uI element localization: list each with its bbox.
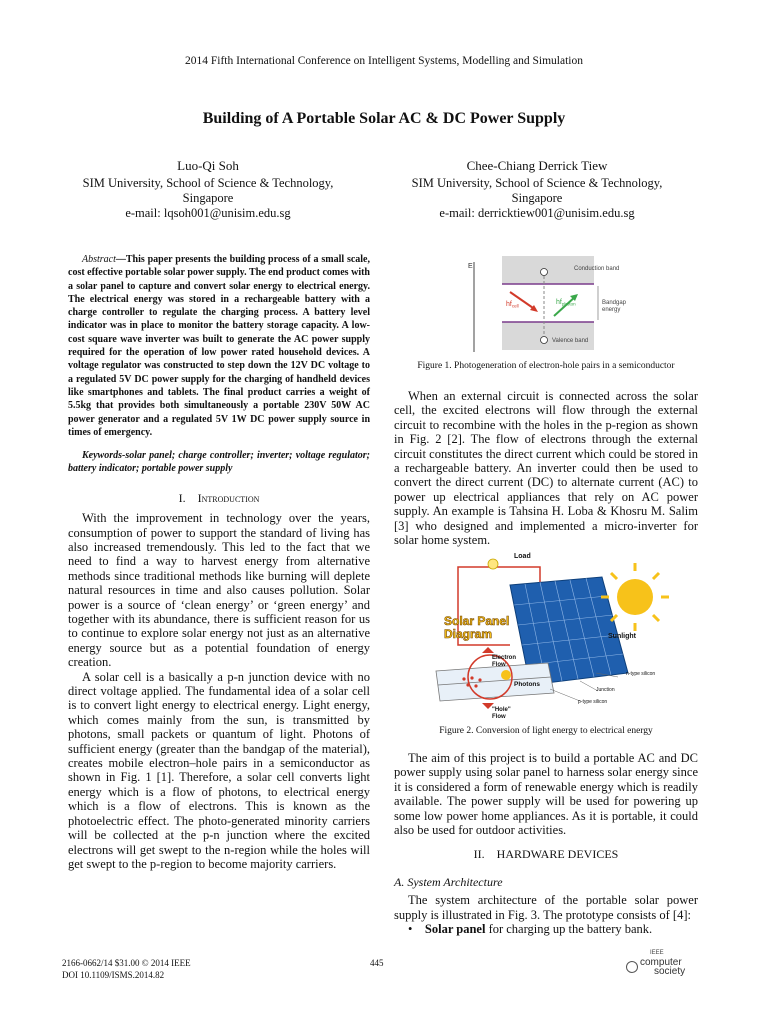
paper-title: Building of A Portable Solar AC & DC Power Supply [202, 110, 566, 127]
bullet-text: for charging up the battery bank. [485, 922, 653, 937]
axis-label: E [468, 263, 473, 270]
intro-paragraph-1: With the improvement in technology over the years, consumption of power to support the standard of living has also increased tremendously. This led to the fact that we need to find a way to harvest energy from alternative methods since traditional methods like burning will deplete natural resources in time and also causes pollution. Solar power is a source of ‘clean energy’ or ‘green energy’ and together with its abundance, there is sufficient reason for us to continue to explore solar energy not just as an alternative energy source but as a potential foundation of energy creation. [68, 511, 370, 670]
photons-label: Photons [514, 681, 540, 688]
author-name: Luo-Qi Soh [177, 158, 239, 173]
paragraph-aim: The aim of this project is to build a portable AC and DC power supply using solar panel to harness solar energy since it is considered a form of renewable energy which is readily available. The power supply will be used for powering up some low power home appliances. As it is portable, it could also be used for outdoor activities. [394, 751, 698, 838]
valence-band [502, 322, 594, 350]
subsection-system-architecture: A. System Architecture [394, 874, 503, 889]
conference-header: 2014 Fifth International Conference on Intelligent Systems, Modelling and Simulation [185, 55, 583, 67]
solar-panel-diagram-label [444, 615, 509, 641]
load-label: Load [514, 553, 531, 560]
abstract [68, 253, 370, 439]
keywords-label: Keywords [82, 450, 122, 462]
section-heading-hardware [394, 847, 698, 861]
keywords-text: -solar panel; charge controller; inverter; voltage regulator; battery indicator; portable power supply [68, 450, 370, 475]
figure-1 [462, 252, 632, 356]
conduction-band-label: Conduction band [574, 266, 620, 272]
junction-label: Junction [596, 687, 615, 693]
author-country: Singapore [511, 191, 563, 205]
abstract-label: Abstract [82, 254, 116, 265]
figure-1-caption: Figure 1. Photogeneration of electron-hole pairs in a semiconductor [417, 361, 675, 371]
left-column [68, 253, 370, 871]
diagram-label-line-2: Diagram [444, 627, 493, 641]
bullet-solar-panel [394, 922, 698, 936]
valence-band-label: Valence band [552, 338, 589, 344]
sun-icon [601, 563, 669, 631]
electron-flow-arrow [482, 647, 494, 653]
section-heading-introduction [68, 491, 370, 505]
hole-flow-label: "Hole" Flow [492, 707, 511, 720]
author-affiliation: SIM University, School of Science & Technology, [82, 176, 334, 190]
bandgap-label: Bandgap energy [602, 300, 627, 313]
bullet-bold: Solar panel [424, 922, 486, 937]
author-name: Chee-Chiang Derrick Tiew [466, 158, 608, 173]
footer-issn: 2166-0662/14 $31.00 © 2014 IEEE [62, 958, 191, 968]
section-number: I. [178, 490, 186, 505]
figure-2 [430, 553, 670, 723]
section-title: Introduction [197, 490, 260, 505]
ieee-computer-society-logo: IEEE computer society [626, 950, 696, 982]
electron-flow-label: Electron Flow [492, 655, 517, 668]
globe-icon [626, 961, 638, 973]
hole [541, 337, 548, 344]
sunlight-label: Sunlight [608, 633, 636, 640]
author-affiliation: SIM University, School of Science & Technology, [411, 176, 663, 190]
n-type-label: n-type silicon [626, 671, 656, 677]
author-block-2 [387, 158, 687, 221]
section-title: HARDWARE DEVICES [496, 847, 619, 862]
paragraph-external-circuit: When an external circuit is connected across the solar cell, the excited electrons will flow through the external circuit to recombine with the holes in the p-region as shown in Fig. 2 [2]. The flow of electrons through the external circuit constitutes the direct current which could be stored in a rechargeable battery. An inverter could then be used to convert the direct current (DC) to alternate current (AC) to power up electrical appliances that rely on AC power supply. An example is Tahsina H. Loba & Khosru M. Salim [3] who designed and implemented a micro-inverter for solar home system. [394, 389, 698, 548]
right-column-bottom [394, 751, 698, 936]
page-number: 445 [370, 958, 384, 968]
hf-photon-label: $hf_{photon}$ [556, 299, 576, 307]
bullet-icon: • [408, 922, 413, 937]
diagram-label-line-1: Solar Panel [444, 614, 510, 628]
electron [541, 269, 548, 276]
author-country: Singapore [182, 191, 234, 205]
keywords [68, 449, 370, 476]
figure-2-caption: Figure 2. Conversion of light energy to electrical energy [439, 726, 653, 736]
hf-cell-label: $hf_{cell}$ [506, 301, 519, 309]
photon-burst-icon [501, 670, 511, 680]
footer-copyright [62, 957, 191, 981]
abstract-text: —This paper presents the building process of a small scale, cost effective portable solar power supply. The end product comes with a solar panel to capture and convert solar energy to electrical energy. The electrical energy was stored in a rechargeable battery with a charge controller to regulate the charging process. A battery level indicator was in place to monitor the battery storage capacity. A low-cost square wave inverter was built to generate the AC power supply required for the operation of low power rated household devices. A voltage regulator was constructed to step down the 12V DC voltage to a regulated 5V DC power supply for the charging of handheld devices like smartphones and tablets. The final product carries a weight of 5.5kg that provides both simultaneously a portable 230V 50W AC power generator and a regulated 5V 1W DC power supply source in times of emergency. [68, 254, 370, 438]
intro-paragraph-2: A solar cell is a basically a p-n junction device with no direct voltage applied. The fundamental idea of a solar cell is to convert light energy to electrical energy. Light energy, which comes mainly from the sun, is transmitted by photons, small packets or quantum of light. Photons of sufficient energy (greater than the bandgap of the material), creates mobile electron–hole pairs in a semiconductor as shown in Fig. 1 [1]. Therefore, a solar cell converts light energy which is a flow of photons, to electrical energy which is a flow of electrons. This is known as the photoelectric effect. The photo-generated minority carriers will be collected at the p-n junction where the excited electrons will get swept to the n-region while the holes will get swept to the p-region to become majority carriers. [68, 669, 370, 871]
author-email: e-mail: derricktiew001@unisim.edu.sg [439, 206, 635, 220]
author-email: e-mail: lqsoh001@unisim.edu.sg [125, 206, 291, 220]
right-column-top [394, 389, 698, 547]
section-number: II. [473, 847, 485, 862]
paragraph-architecture: The system architecture of the portable solar power supply is illustrated in Fig. 3. The prototype consists of [4]: [394, 893, 698, 922]
light-bulb-icon [488, 559, 498, 569]
author-block-1 [58, 158, 358, 221]
p-type-label: p-type silicon [578, 699, 608, 705]
footer-doi: DOI 10.1109/ISMS.2014.82 [62, 970, 165, 980]
